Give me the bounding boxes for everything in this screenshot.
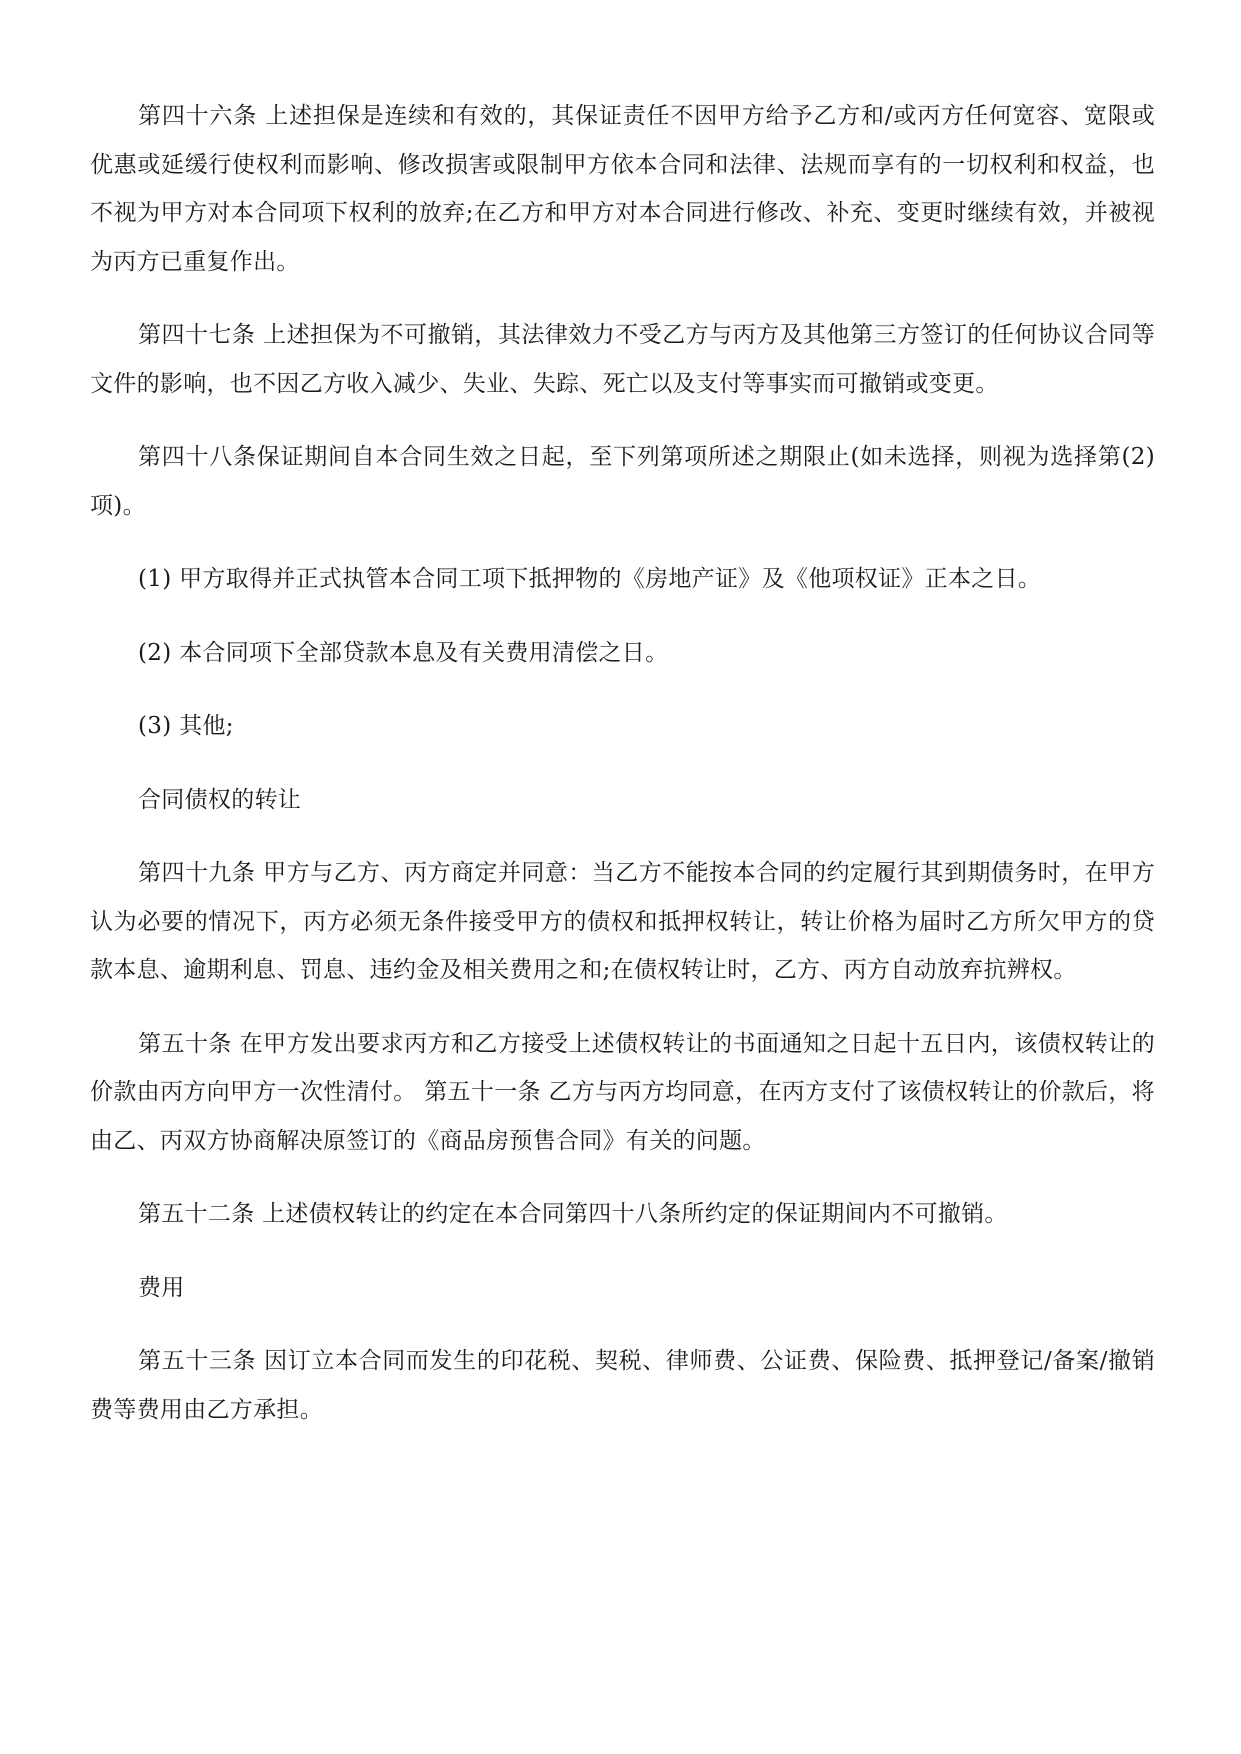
article-48-paragraph: 第四十八条保证期间自本合同生效之日起，至下列第项所述之期限止(如未选择，则视为选择第(2)项)。 [90, 444, 1155, 519]
article-46-paragraph: 第四十六条 上述担保是连续和有效的，其保证责任不因甲方给予乙方和/或丙方任何宽容、宽限或优惠或延缓行使权利而影响、修改损害或限制甲方依本合同和法律、法规而享有的一切权利和权益，也不视为甲方对本合同项下权利的放弃;在乙方和甲方对本合同进行修改、补充、变更时继续有效，并被视为丙方已重复作出。 [90, 103, 1155, 275]
option-3-paragraph: (3) 其他; [138, 713, 234, 739]
article-50-51-paragraph: 第五十条 在甲方发出要求丙方和乙方接受上述债权转让的书面通知之日起十五日内，该债权转让的价款由丙方向甲方一次性清付。 第五十一条 乙方与丙方均同意，在丙方支付了该债权转让的价款后，将由乙、丙双方协商解决原签订的《商品房预售合同》有关的问题。 [90, 1030, 1155, 1154]
option-1-paragraph: (1) 甲方取得并正式执管本合同工项下抵押物的《房地产证》及《他项权证》正本之日。 [138, 566, 1042, 592]
article-47-paragraph: 第四十七条 上述担保为不可撤销，其法律效力不受乙方与丙方及其他第三方签订的任何协议合同等文件的影响，也不因乙方收入减少、失业、失踪、死亡以及支付等事实而可撤销或变更。 [90, 322, 1155, 397]
article-53-paragraph: 第五十三条 因订立本合同而发生的印花税、契税、律师费、公证费、保险费、抵押登记/备案/撤销费等费用由乙方承担。 [90, 1348, 1155, 1423]
section-heading-debt-transfer: 合同债权的转让 [138, 786, 302, 813]
article-52-paragraph: 第五十二条 上述债权转让的约定在本合同第四十八条所约定的保证期间内不可撤销。 [138, 1201, 1008, 1227]
document-page [90, 92, 1155, 1434]
section-heading-fees: 费用 [138, 1274, 185, 1301]
option-2-paragraph: (2) 本合同项下全部贷款本息及有关费用清偿之日。 [138, 639, 669, 666]
article-49-paragraph: 第四十九条 甲方与乙方、丙方商定并同意：当乙方不能按本合同的约定履行其到期债务时，在甲方认为必要的情况下，丙方必须无条件接受甲方的债权和抵押权转让，转让价格为届时乙方所欠甲方的贷款本息、逾期利息、罚息、违约金及相关费用之和;在债权转让时，乙方、丙方自动放弃抗辨权。 [90, 860, 1155, 983]
